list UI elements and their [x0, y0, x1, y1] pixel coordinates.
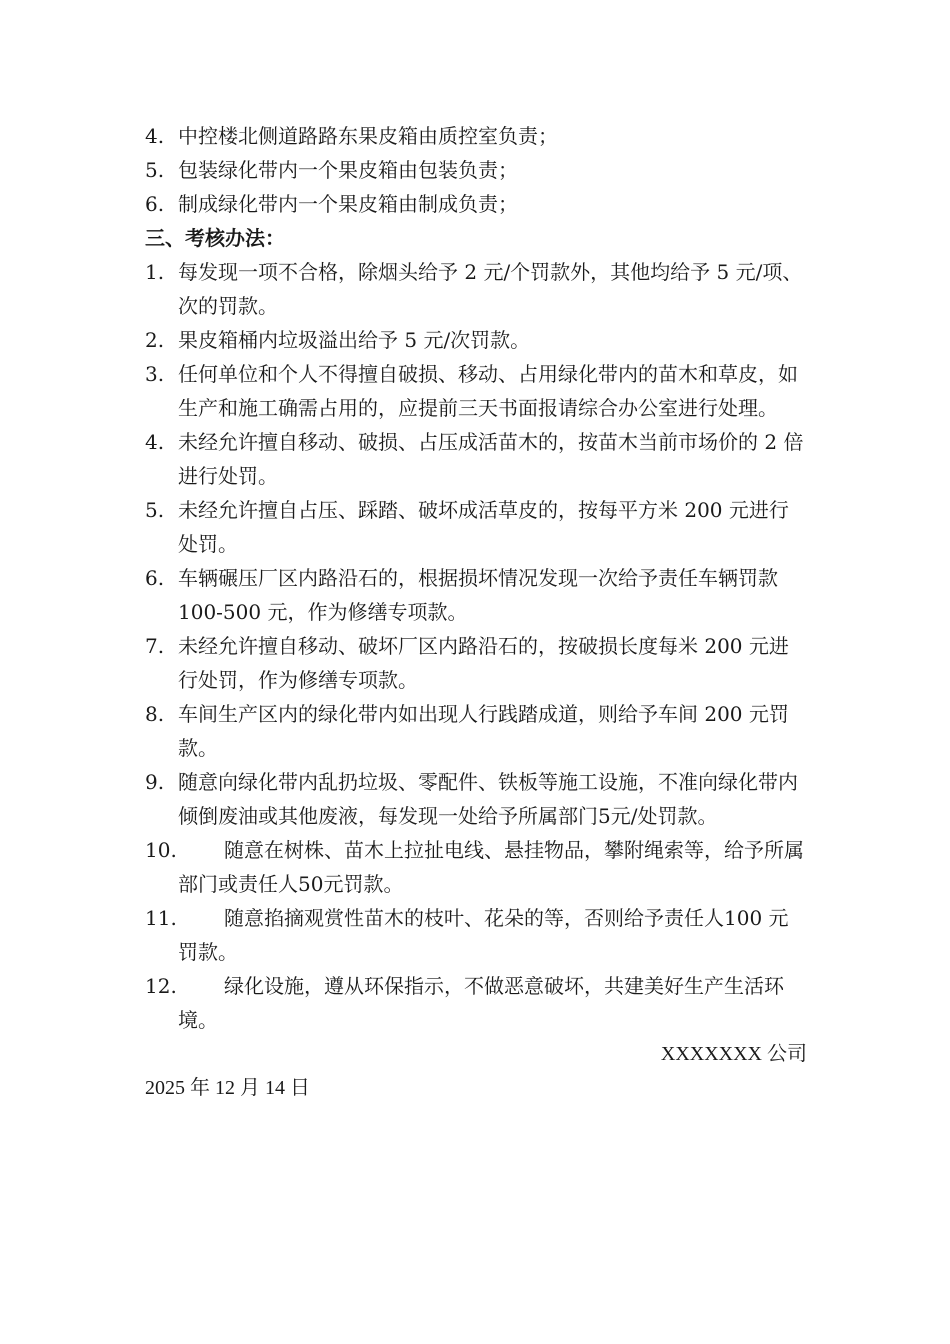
list-item [145, 323, 807, 357]
list-item-number: 12. [145, 974, 177, 998]
list-item [145, 493, 807, 561]
list-item [145, 425, 807, 493]
list-item-text: 未经允许擅自移动、破损、占压成活苗木的，按苗木当前市场价的 2 倍进行处罚。 [178, 430, 804, 488]
responsibility-list [145, 119, 807, 221]
list-item-text: 车辆碾压厂区内路沿石的，根据损坏情况发现一次给予责任车辆罚款 100-500 元，作为修缮专项款。 [178, 566, 778, 624]
list-item-number: 11. [145, 906, 177, 930]
list-item-text: 中控楼北侧道路路东果皮箱由质控室负责； [178, 124, 558, 148]
list-item [145, 153, 807, 187]
list-item-text: 车间生产区内的绿化带内如出现人行践踏成道，则给予车间 200 元罚款。 [178, 702, 789, 760]
list-item-text: 任何单位和个人不得擅自破损、移动、占用绿化带内的苗木和草皮，如生产和施工确需占用的，应提前三天书面报请综合办公室进行处理。 [178, 362, 798, 420]
list-item [145, 697, 807, 765]
document-date: 2025 年 12 月 14 日 [145, 1077, 310, 1099]
list-item-number: 1. [145, 260, 165, 284]
list-item-text: 随意在树株、苗木上拉扯电线、悬挂物品，攀附绳索等，给予所属部门或责任人50元罚款。 [178, 838, 804, 896]
list-item-text: 随意向绿化带内乱扔垃圾、零配件、铁板等施工设施，不准向绿化带内倾倒废油或其他废液，每发现一处给予所属部门5元/处罚款。 [178, 770, 798, 828]
list-item-text: 未经允许擅自移动、破坏厂区内路沿石的，按破损长度每米 200 元进行处罚，作为修缮专项款。 [178, 634, 789, 692]
list-item-text: 每发现一项不合格，除烟头给予 2 元/个罚款外，其他均给予 5 元/项、次的罚款。 [178, 260, 803, 318]
list-item [145, 561, 807, 629]
list-item-number: 6. [145, 192, 165, 216]
document-body [145, 119, 807, 1105]
section-heading: 三、考核办法： [145, 226, 285, 250]
list-item [145, 901, 807, 969]
list-item-number: 2. [145, 328, 165, 352]
list-item-number: 5. [145, 158, 165, 182]
list-item [145, 765, 807, 833]
assessment-rules-list [145, 255, 807, 1037]
list-item [145, 119, 807, 153]
list-item-text: 包装绿化带内一个果皮箱由包装负责； [178, 158, 518, 182]
list-item [145, 629, 807, 697]
list-item-text: 未经允许擅自占压、踩踏、破坏成活草皮的，按每平方米 200 元进行处罚。 [178, 498, 789, 556]
list-item-number: 6. [145, 566, 165, 590]
list-item-text: 制成绿化带内一个果皮箱由制成负责； [178, 192, 518, 216]
list-item-number: 7. [145, 634, 165, 658]
list-item-number: 4. [145, 430, 165, 454]
list-item-number: 10. [145, 838, 177, 862]
list-item-number: 9. [145, 770, 165, 794]
list-item [145, 255, 807, 323]
list-item [145, 187, 807, 221]
list-item [145, 833, 807, 901]
list-item-number: 4. [145, 124, 165, 148]
list-item-text: 果皮箱桶内垃圾溢出给予 5 元/次罚款。 [178, 328, 531, 352]
list-item-number: 3. [145, 362, 165, 386]
list-item-number: 8. [145, 702, 165, 726]
list-item-number: 5. [145, 498, 165, 522]
list-item-text: 随意掐摘观赏性苗木的枝叶、花朵的等，否则给予责任人100 元罚款。 [178, 906, 789, 964]
list-item [145, 357, 807, 425]
list-item [145, 969, 807, 1037]
company-signature: XXXXXXX 公司 [660, 1043, 807, 1065]
list-item-text: 绿化设施，遵从环保指示，不做恶意破坏，共建美好生产生活环境。 [178, 974, 784, 1032]
